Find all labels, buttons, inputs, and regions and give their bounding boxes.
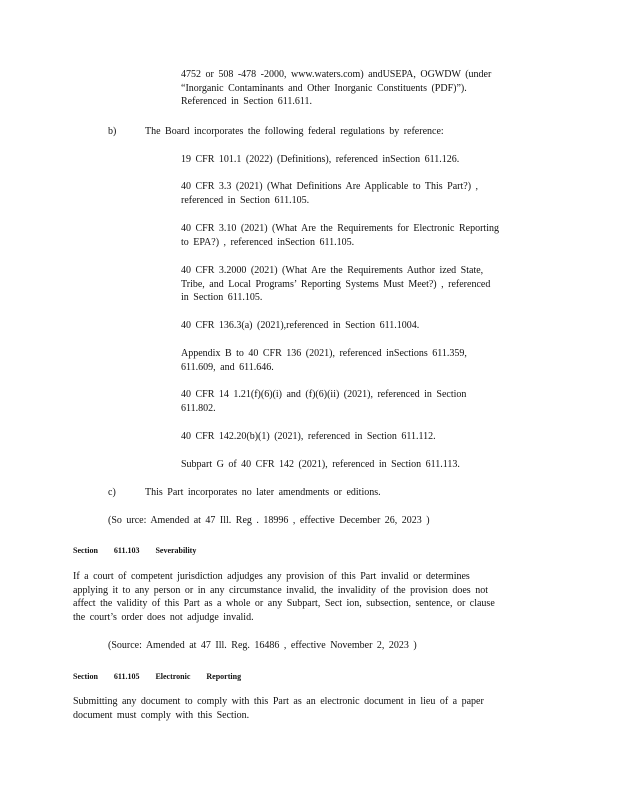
severability-paragraph: If a court of competent jurisdiction adjudges any provision of this Part invalid or determines applying it to any person or in any circumstance invalid, the invalidity of the provision does not affect the validity of this Part as a whole or any Subpart, Sect ion, subsection, sentence, or clause the court’s order does not adjudge invalid. (73, 571, 495, 623)
reference-item: 40 CFR 142.20(b)(1) (2021), referenced in Section 611.112. (181, 431, 436, 442)
subsection-b-marker: b) (108, 126, 117, 137)
reference-item: 19 CFR 101.1 (2022) (Definitions), referenced inSection 611.126. (181, 154, 460, 165)
reference-item: 40 CFR 3.10 (2021) (What Are the Requirements for Electronic Reporting to EPA?) , referenced inSection 611.105. (181, 223, 499, 248)
reference-item: 40 CFR 14 1.21(f)(6)(i) and (f)(6)(ii) (2021), referenced in Section 611.802. (181, 389, 467, 414)
section-heading-severability: Section 611.103 Severability (73, 546, 197, 555)
source-note: (So urce: Amended at 47 Ill. Reg . 18996 , effective December 26, 2023 ) (108, 515, 430, 526)
reference-item: 40 CFR 3.2000 (2021) (What Are the Requirements Author ized State, Tribe, and Local Programs’ Reporting Systems Must Meet?) , referenced in Section 611.105. (181, 265, 491, 303)
reference-item: 40 CFR 136.3(a) (2021),referenced in Section 611.1004. (181, 320, 420, 331)
reference-item: Subpart G of 40 CFR 142 (2021), referenced in Section 611.113. (181, 459, 460, 470)
reference-item: Appendix B to 40 CFR 136 (2021), referenced inSections 611.359, 611.609, and 611.646. (181, 348, 467, 373)
subsection-c-marker: c) (108, 487, 116, 498)
reference-item: 40 CFR 3.3 (2021) (What Definitions Are Applicable to This Part?) , referenced in Section 611.105. (181, 181, 479, 206)
subsection-b-text: The Board incorporates the following federal regulations by reference: (145, 126, 444, 137)
source-note: (Source: Amended at 47 Ill. Reg. 16486 , effective November 2, 2023 ) (108, 640, 417, 651)
section-heading-electronic-reporting: Section 611.105 Electronic Reporting (73, 672, 242, 681)
electronic-reporting-paragraph: Submitting any document to comply with this Part as an electronic document in lieu of a paper document must comply with this Section. (73, 696, 484, 721)
intro-reference: 4752 or 508 -478 -2000, www.waters.com) andUSEPA, OGWDW (under “Inorganic Contaminants and Other Inorganic Constituents (PDF)”). Referenced in Section 611.611. (181, 69, 492, 107)
subsection-c-text: This Part incorporates no later amendments or editions. (145, 487, 381, 498)
